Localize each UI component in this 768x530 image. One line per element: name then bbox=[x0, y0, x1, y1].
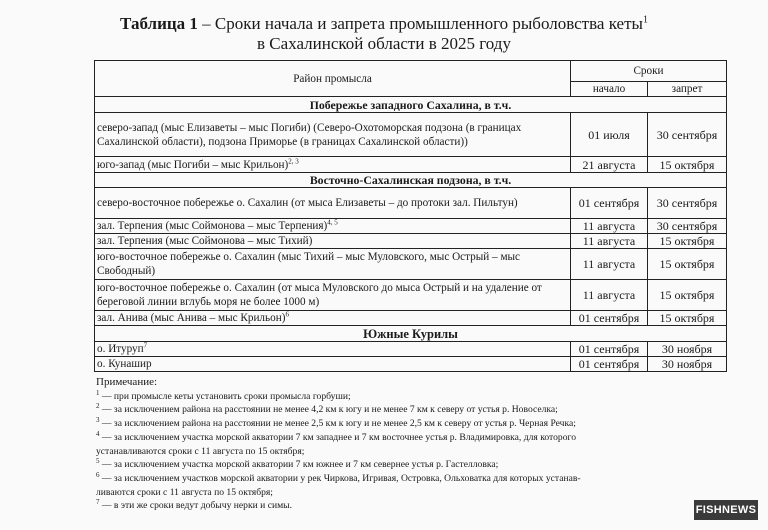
ban-date-cell: 15 октября bbox=[648, 234, 727, 249]
region-cell: зал. Терпения (мыс Соймонова – мыс Тихий) bbox=[95, 234, 571, 249]
footnote-number: 4 bbox=[96, 429, 100, 438]
footnote-text: — за исключением участков морской акватории у рек Чиркова, Игривая, Островка, Ольховатка для которых устанав- bbox=[101, 472, 581, 484]
start-date-cell: 11 августа bbox=[571, 249, 648, 280]
region-text: зал. Терпения (мыс Соймонова – мыс Терпения) bbox=[97, 220, 328, 232]
ban-date-cell: 15 октября bbox=[648, 280, 727, 311]
footnote-ref: 7 bbox=[143, 341, 148, 350]
region-cell bbox=[95, 219, 571, 234]
footnote-item bbox=[96, 403, 736, 417]
footnote-text: — при промысле кеты установить сроки промысла горбуши; bbox=[101, 390, 351, 402]
region-cell bbox=[95, 311, 571, 326]
footnote-number: 5 bbox=[96, 457, 100, 466]
ban-date-cell: 30 сентября bbox=[648, 188, 727, 219]
start-date-cell: 01 июля bbox=[571, 113, 648, 157]
region-cell: юго-восточное побережье о. Сахалин (от мыса Муловского до мыса Острый и на удаление от береговой линии вглубь моря не более 1000 м) bbox=[95, 280, 571, 311]
footnote-ref: 4, 5 bbox=[327, 218, 338, 227]
footnote-item bbox=[96, 445, 736, 459]
region-cell bbox=[95, 157, 571, 173]
header-region: Район промысла bbox=[95, 61, 571, 97]
region-text: юго-запад (мыс Погиби – мыс Крильон) bbox=[97, 158, 289, 171]
ban-date-cell: 15 октября bbox=[648, 311, 727, 326]
footnote-number: 1 bbox=[96, 388, 100, 397]
start-date-cell: 01 сентября bbox=[571, 357, 648, 372]
region-text: о. Итуруп bbox=[97, 343, 144, 355]
start-date-cell: 11 августа bbox=[571, 234, 648, 249]
ban-date-cell: 30 сентября bbox=[648, 113, 727, 157]
caption-label: Таблица 1 bbox=[120, 14, 198, 33]
footnote-text: ливаются сроки с 11 августа по 15 октября; bbox=[96, 486, 273, 498]
region-cell: юго-восточное побережье о. Сахалин (мыс Тихий – мыс Муловского, мыс Острый – мыс Свободный) bbox=[95, 249, 571, 280]
footnote-ref: 2, 3 bbox=[288, 156, 299, 165]
footnote-item bbox=[96, 390, 736, 404]
footnote-text: — за исключением района на расстоянии не менее 4,2 км к югу и не менее 7 км к северу от устья р. Новоселка; bbox=[101, 404, 558, 416]
footnote-item bbox=[96, 499, 736, 513]
caption-line-2: в Сахалинской области в 2025 году bbox=[257, 34, 511, 53]
footnote-item bbox=[96, 417, 736, 431]
start-date-cell: 01 сентября bbox=[571, 188, 648, 219]
header-start: начало bbox=[571, 82, 648, 97]
ban-date-cell: 15 октября bbox=[648, 157, 727, 173]
table-caption bbox=[0, 14, 768, 54]
fishnews-watermark: FISHNEWS bbox=[694, 500, 758, 520]
ban-date-cell: 30 ноября bbox=[648, 342, 727, 357]
footnotes bbox=[96, 376, 736, 513]
footnote-number: 3 bbox=[96, 415, 100, 424]
header-dates: Сроки bbox=[571, 61, 727, 82]
region-text: зал. Анива (мыс Анива – мыс Крильон) bbox=[97, 312, 286, 324]
footnotes-header: Примечание: bbox=[96, 376, 158, 388]
caption-footnote-ref: 1 bbox=[642, 14, 648, 26]
section-title: Восточно-Сахалинская подзона, в т.ч. bbox=[95, 173, 727, 188]
section-title: Побережье западного Сахалина, в т.ч. bbox=[95, 97, 727, 113]
start-date-cell: 11 августа bbox=[571, 219, 648, 234]
footnote-item bbox=[96, 486, 736, 500]
region-cell: северо-запад (мыс Елизаветы – мыс Погиби) (Северо-Охотоморская подзона (в границах Сахалинской области), подзона Приморье (в границах Сахалинской области)) bbox=[95, 113, 571, 157]
footnote-item bbox=[96, 431, 736, 445]
footnote-item bbox=[96, 458, 736, 472]
ban-date-cell: 30 ноября bbox=[648, 357, 727, 372]
start-date-cell: 01 сентября bbox=[571, 311, 648, 326]
ban-date-cell: 30 сентября bbox=[648, 219, 727, 234]
ban-date-cell: 15 октября bbox=[648, 249, 727, 280]
footnote-text: — за исключением района на расстоянии не менее 2,5 км к югу и не менее 2,5 км к северу от устья р. Черная Речка; bbox=[101, 418, 576, 430]
footnote-text: — за исключением участка морской акватории 7 км западнее и 7 км восточнее устья р. Владимировка, для которого bbox=[101, 431, 576, 443]
footnote-number: 6 bbox=[96, 470, 100, 479]
section-title: Южные Курилы bbox=[95, 326, 727, 342]
caption-line-1 bbox=[0, 14, 768, 34]
fishing-dates-table bbox=[94, 60, 727, 372]
caption-text: – Сроки начала и запрета промышленного рыболовства кеты bbox=[197, 14, 643, 33]
footnote-item bbox=[96, 472, 736, 486]
footnote-number: 2 bbox=[96, 402, 100, 411]
start-date-cell: 11 августа bbox=[571, 280, 648, 311]
footnote-text: — за исключением участка морской акватории 7 км южнее и 7 км севернее устья р. Гастелловка; bbox=[101, 459, 499, 471]
footnote-text: устанавливаются сроки с 11 августа по 15 октября; bbox=[96, 445, 305, 457]
region-cell bbox=[95, 342, 571, 357]
region-cell: о. Кунашир bbox=[95, 357, 571, 372]
start-date-cell: 21 августа bbox=[571, 157, 648, 173]
region-cell: северо-восточное побережье о. Сахалин (от мыса Елизаветы – до протоки зал. Пильтун) bbox=[95, 188, 571, 219]
footnote-number: 7 bbox=[96, 498, 100, 507]
footnote-ref: 6 bbox=[285, 310, 289, 319]
start-date-cell: 01 сентября bbox=[571, 342, 648, 357]
footnote-text: — в эти же сроки ведут добычу нерки и симы. bbox=[101, 500, 292, 512]
header-ban: запрет bbox=[648, 82, 727, 97]
